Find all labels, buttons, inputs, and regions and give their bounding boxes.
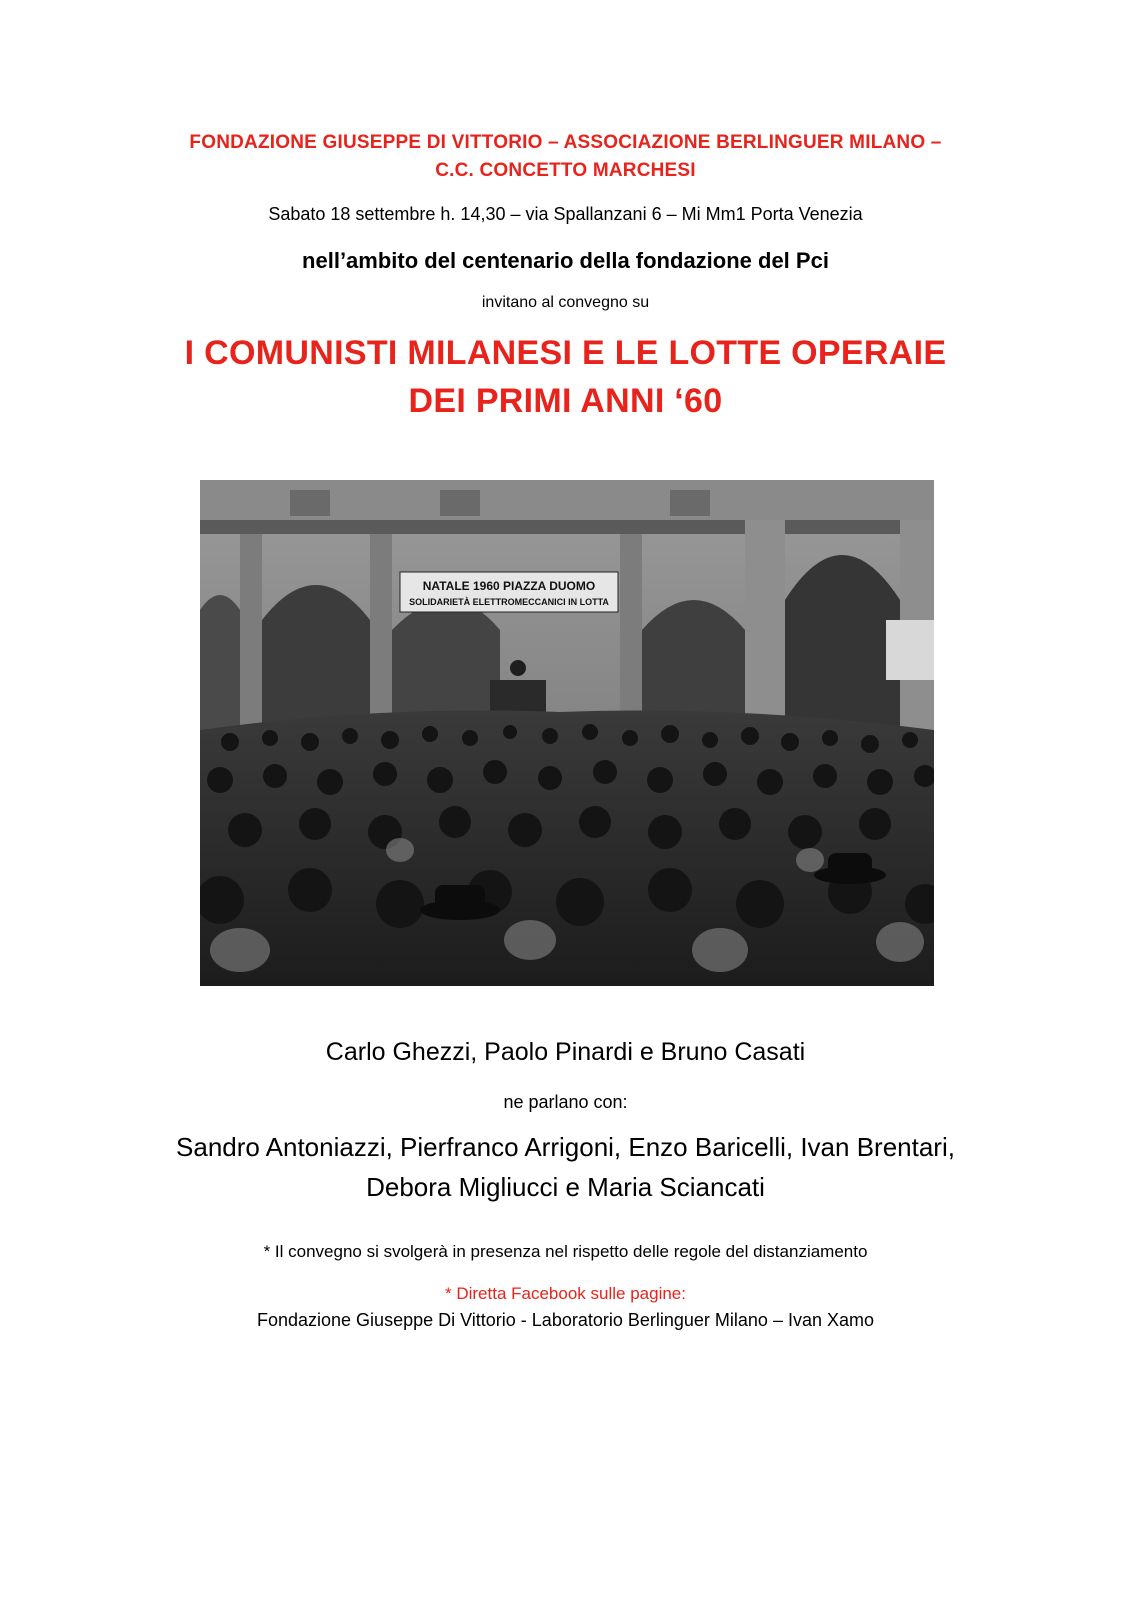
guests-line-1: Sandro Antoniazzi, Pierfranco Arrigoni, Enzo Baricelli, Ivan Brentari,: [176, 1132, 955, 1162]
organizers-line-2: C.C. CONCETTO MARCHESI: [435, 160, 696, 181]
event-title-line-1: I COMUNISTI MILANESI E LE LOTTE OPERAIE: [184, 334, 947, 372]
with-label: ne parlano con:: [503, 1092, 628, 1112]
organizers-line-1: FONDAZIONE GIUSEPPE DI VITTORIO – ASSOCIAZIONE BERLINGUER MILANO –: [189, 132, 942, 153]
invite-line: invitano al convegno su: [481, 294, 650, 311]
guests-line-2: Debora Migliucci e Maria Sciancati: [366, 1172, 765, 1202]
facebook-pages: Fondazione Giuseppe Di Vittorio - Laboratorio Berlinguer Milano – Ivan Xamo: [256, 1310, 874, 1330]
facebook-live-label: * Diretta Facebook sulle pagine:: [445, 1284, 686, 1303]
event-title-line-2: DEI PRIMI ANNI ‘60: [408, 382, 723, 420]
event-info: Sabato 18 settembre h. 14,30 – via Spallanzani 6 – Mi Mm1 Porta Venezia: [268, 204, 863, 224]
banner-text-line-2: SOLIDARIETÀ ELETTROMECCANICI IN LOTTA: [409, 597, 609, 607]
historical-photo: [200, 480, 934, 986]
context-line: nell’ambito del centenario della fondazione del Pci: [302, 248, 829, 273]
hosts-line: Carlo Ghezzi, Paolo Pinardi e Bruno Casati: [325, 1038, 806, 1066]
banner-text-line-1: NATALE 1960 PIAZZA DUOMO: [422, 579, 596, 593]
distancing-note: * Il convegno si svolgerà in presenza nel rispetto delle regole del distanziamento: [263, 1242, 868, 1261]
